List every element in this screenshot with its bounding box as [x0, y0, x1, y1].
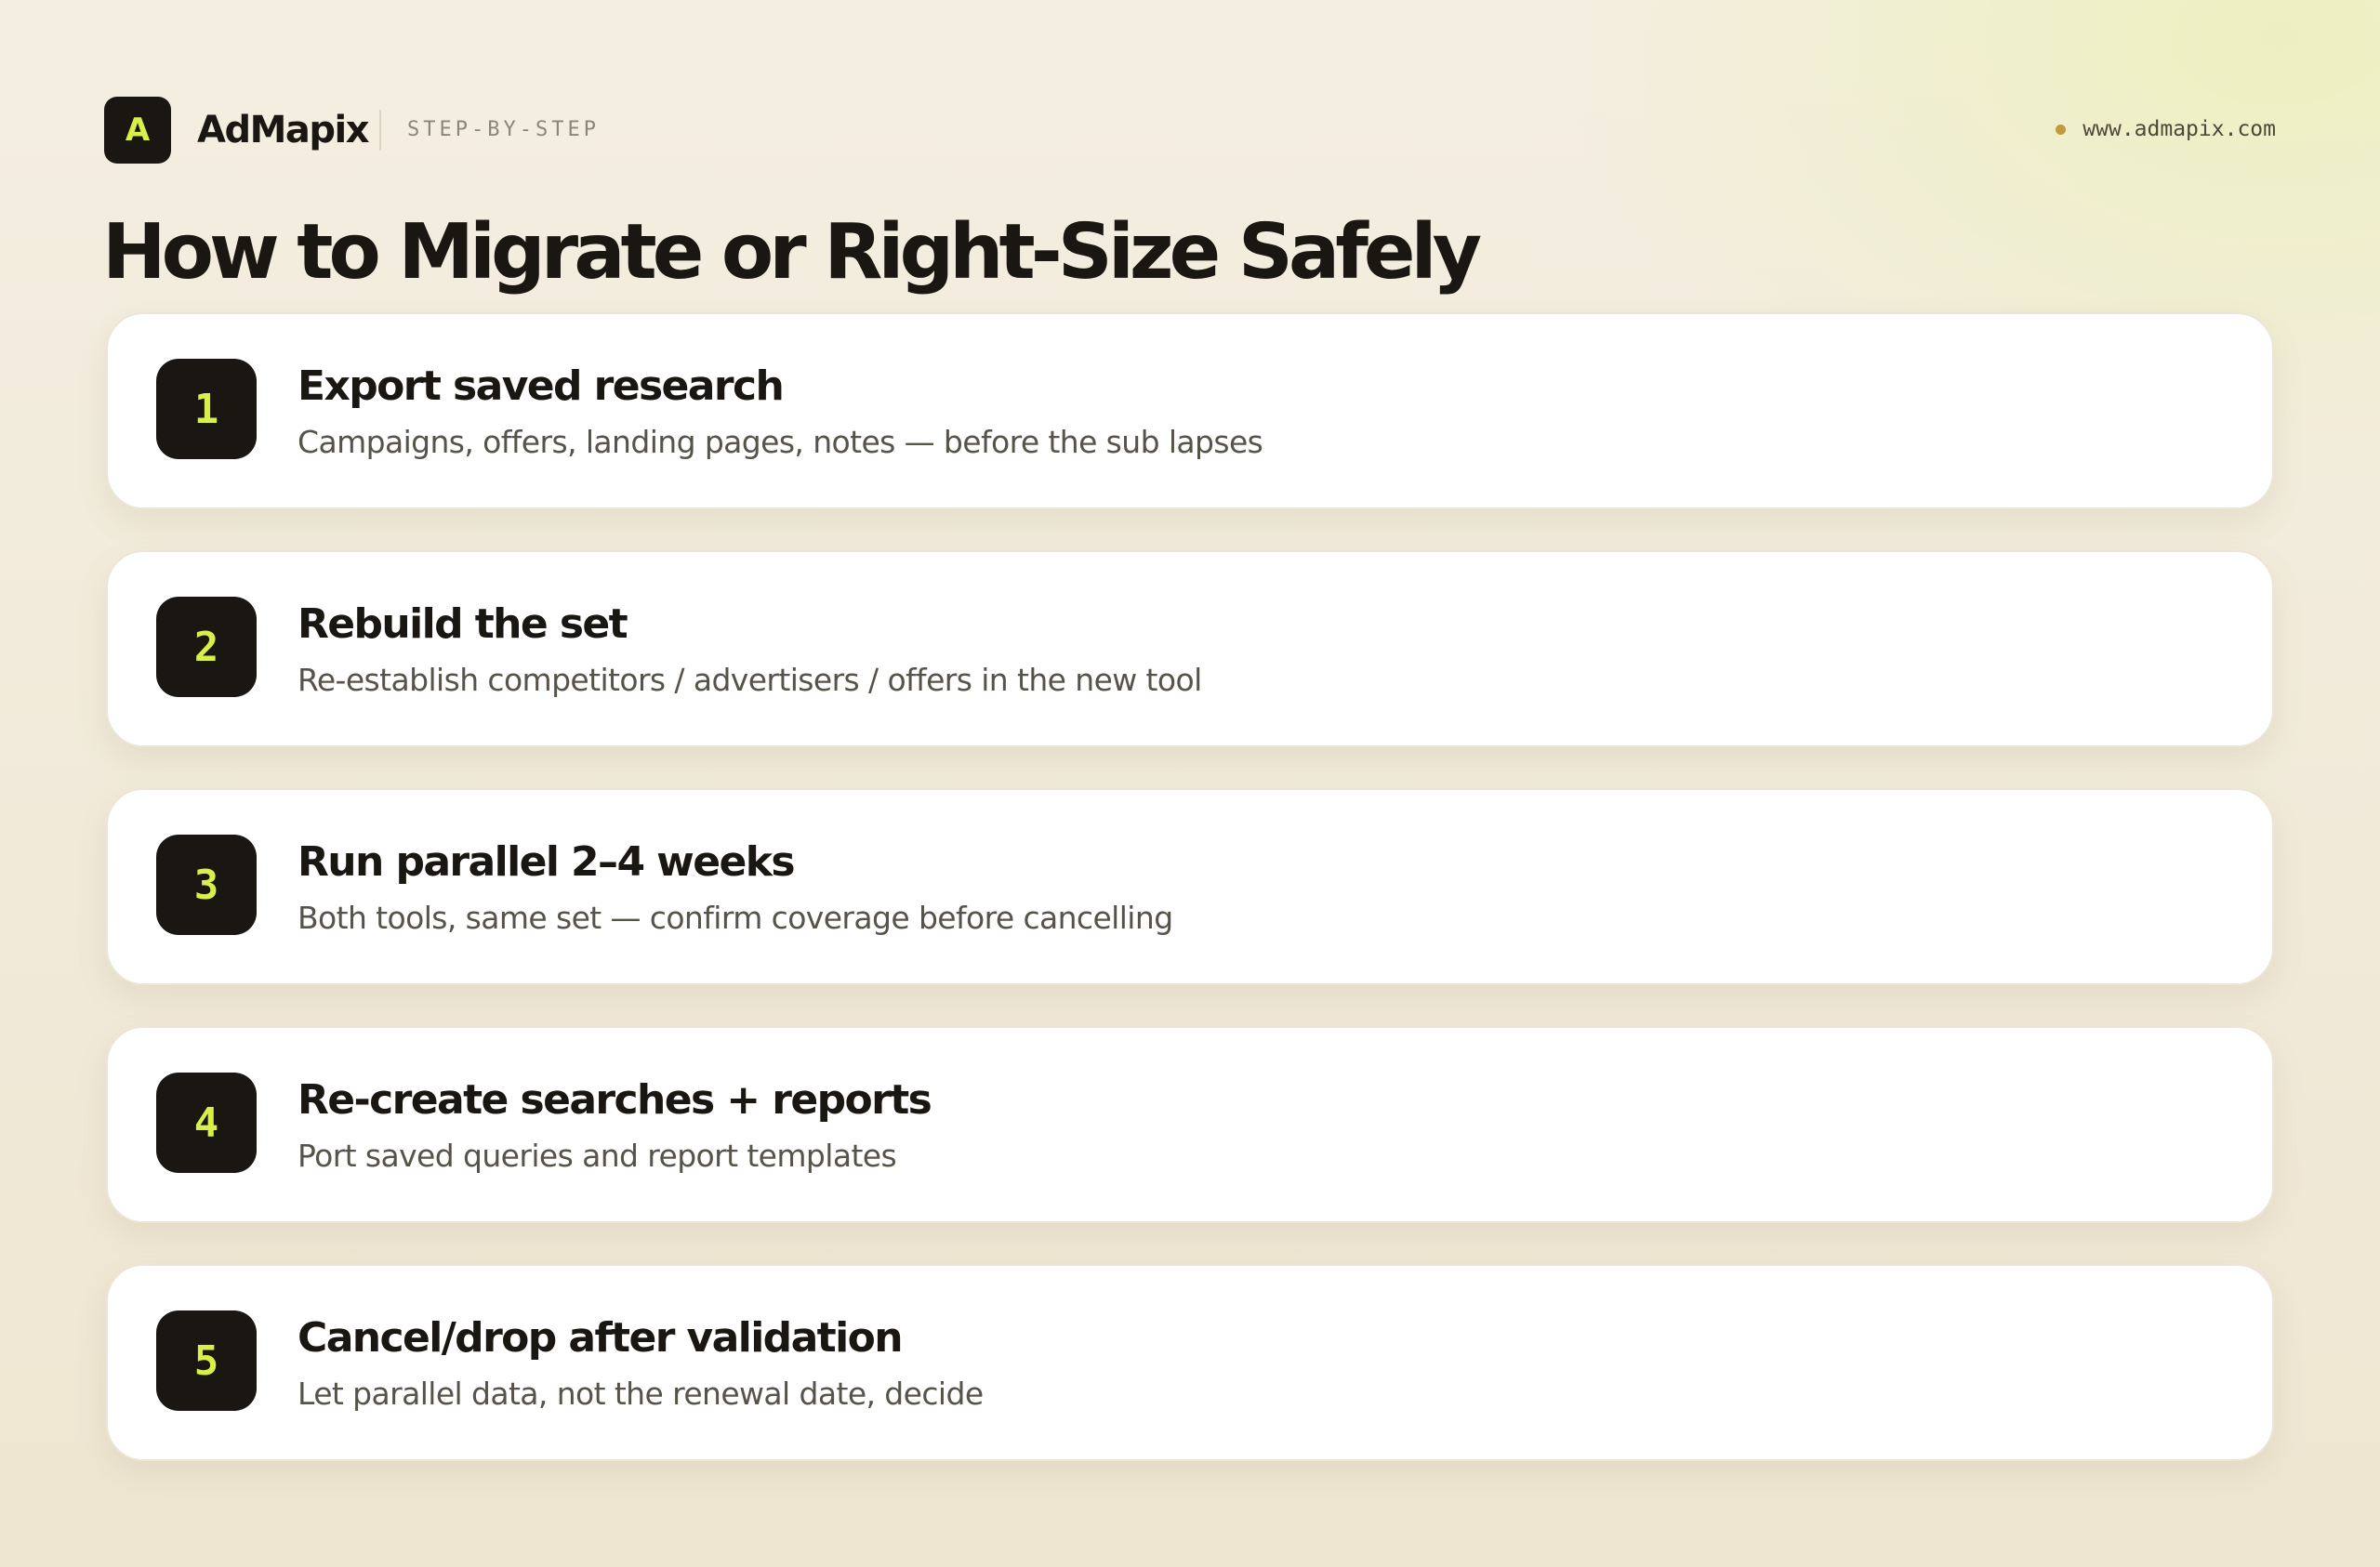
- brand-logo[interactable]: [104, 97, 171, 164]
- step-description: Re-establish competitors / advertisers / offers in the new tool: [298, 662, 1202, 698]
- step-card-1[interactable]: [106, 312, 2274, 509]
- step-title: Rebuild the set: [298, 600, 628, 648]
- step-card-2[interactable]: [106, 550, 2274, 747]
- step-number-badge: [156, 1073, 257, 1173]
- step-number-badge: [156, 1310, 257, 1411]
- step-description: Campaigns, offers, landing pages, notes — before the sub lapses: [298, 424, 1263, 460]
- step-description: Let parallel data, not the renewal date, decide: [298, 1376, 984, 1412]
- step-title: Re-create searches + reports: [298, 1076, 932, 1124]
- step-number: 3: [193, 861, 219, 909]
- brand-logo-letter: A: [125, 112, 151, 149]
- step-description: Both tools, same set — confirm coverage before cancelling: [298, 900, 1173, 936]
- eyebrow-label: STEP-BY-STEP: [407, 118, 600, 141]
- step-card-5[interactable]: [106, 1264, 2274, 1461]
- step-number-badge: [156, 597, 257, 697]
- site-link[interactable]: [2056, 115, 2276, 143]
- header: [104, 97, 2276, 164]
- site-url: www.admapix.com: [2082, 117, 2276, 141]
- dot-icon: [2056, 125, 2066, 135]
- step-title: Cancel/drop after validation: [298, 1314, 902, 1362]
- step-card-3[interactable]: [106, 788, 2274, 985]
- step-card-4[interactable]: [106, 1026, 2274, 1223]
- header-divider: [379, 110, 381, 151]
- step-number-badge: [156, 359, 257, 459]
- step-number-badge: [156, 835, 257, 935]
- step-title: Run parallel 2–4 weeks: [298, 838, 794, 886]
- step-number: 1: [193, 385, 219, 433]
- step-number: 4: [193, 1099, 219, 1147]
- steps-list: [106, 312, 2274, 1461]
- page-title: How to Migrate or Right-Size Safely: [102, 208, 1478, 296]
- step-number: 2: [193, 623, 219, 671]
- step-number: 5: [193, 1337, 219, 1385]
- step-title: Export saved research: [298, 362, 784, 410]
- brand-name[interactable]: AdMapix: [197, 109, 369, 151]
- step-description: Port saved queries and report templates: [298, 1138, 897, 1174]
